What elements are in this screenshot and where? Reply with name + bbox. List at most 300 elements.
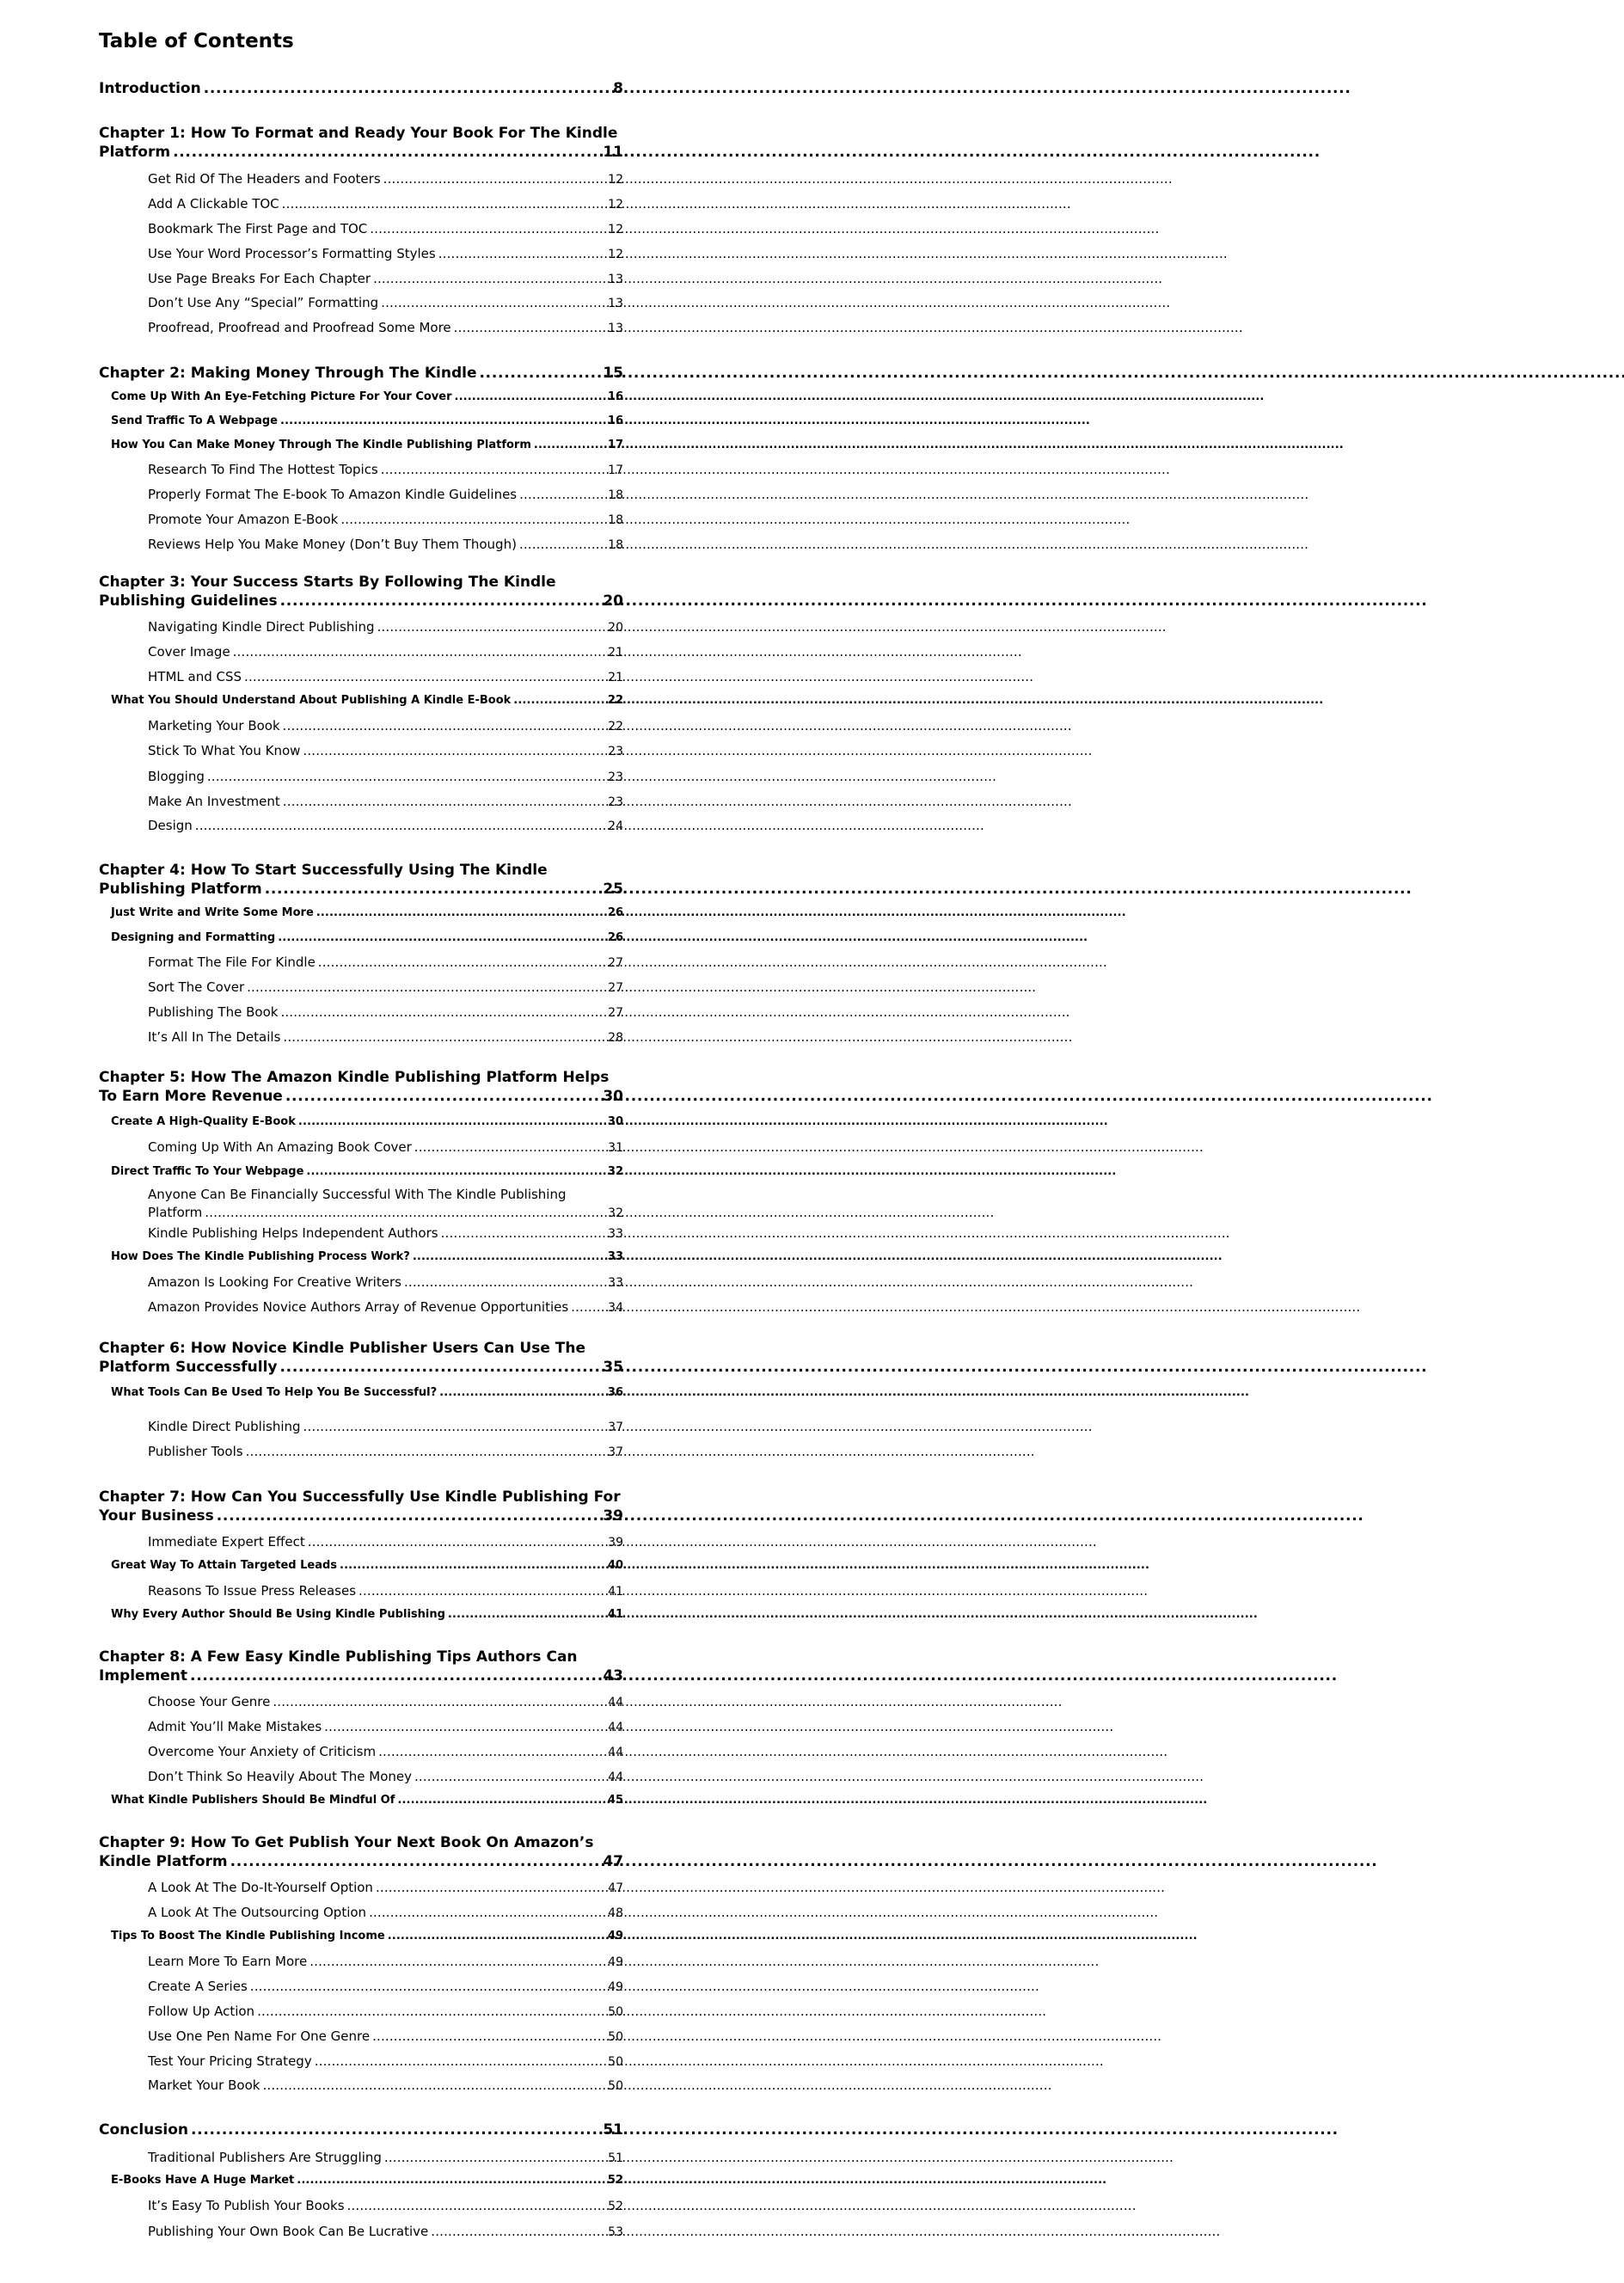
toc-page-number: 48 xyxy=(608,1906,623,1920)
toc-page-number: 49 xyxy=(608,1980,623,1994)
toc-entry-title: Use One Pen Name For One Genre xyxy=(148,2028,371,2044)
dot-leader xyxy=(305,1533,608,1551)
toc-chapter-entry xyxy=(99,364,623,383)
toc-subsection-entry xyxy=(148,1003,623,1022)
toc-entry-title: Overcome Your Anxiety of Criticism xyxy=(148,1744,377,1759)
dot-leader xyxy=(410,1249,608,1265)
toc-entry-title: Cover Image xyxy=(148,644,230,660)
toc-page-number: 49 xyxy=(608,1955,623,1969)
toc-subsection-entry xyxy=(148,742,623,761)
toc-section-entry xyxy=(111,1607,623,1623)
dot-leader xyxy=(294,2173,608,2188)
toc-entry-title: Implement xyxy=(99,1667,188,1685)
toc-page-number: 26 xyxy=(607,931,623,944)
toc-section-entry xyxy=(111,390,623,405)
toc-subsection-entry xyxy=(148,2223,623,2242)
dot-leader xyxy=(337,1558,608,1574)
toc-entry-title: Navigating Kindle Direct Publishing xyxy=(148,619,375,635)
toc-page-number: 41 xyxy=(607,1608,623,1621)
toc-subsection-entry xyxy=(148,1138,623,1157)
toc-entry-title: Add A Clickable TOC xyxy=(148,196,279,212)
toc-subsection-entry xyxy=(148,536,623,555)
toc-entry-title: Marketing Your Book xyxy=(148,718,280,733)
toc-entry-title: Learn More To Earn More xyxy=(148,1954,308,1969)
toc-page-number: 23 xyxy=(608,745,623,758)
toc-entry-title: Why Every Author Should Be Using Kindle Publishing xyxy=(111,1608,445,1621)
toc-entry-title: Great Way To Attain Targeted Leads xyxy=(111,1559,338,1572)
toc-entry-title: Use Your Word Processor’s Formatting Styles xyxy=(148,246,436,261)
toc-entry-title: Admit You’ll Make Mistakes xyxy=(148,1719,322,1734)
toc-entry-title: Promote Your Amazon E-Book xyxy=(148,512,339,527)
toc-entry-title: Designing and Formatting xyxy=(111,931,276,944)
toc-entry-title-line: Chapter 3: Your Success Starts By Following The Kindle xyxy=(99,574,556,591)
toc-chapter-entry xyxy=(99,124,623,162)
dot-leader xyxy=(230,643,609,661)
toc-page-number: 12 xyxy=(608,248,623,261)
toc-entry-title: Kindle Platform xyxy=(99,1853,228,1870)
toc-page-number: 47 xyxy=(603,1853,623,1870)
toc-entry-title: Create A Series xyxy=(148,1979,248,1994)
toc-entry-title: Reasons To Issue Press Releases xyxy=(148,1583,357,1599)
toc-entry-title: A Look At The Do-It-Yourself Option xyxy=(148,1880,373,1895)
dot-leader xyxy=(170,143,603,162)
toc-page-number: 21 xyxy=(608,646,623,660)
dot-leader xyxy=(412,1768,608,1786)
dot-leader xyxy=(375,618,609,636)
toc-page-number: 27 xyxy=(608,981,623,995)
toc-chapter-entry xyxy=(99,573,623,611)
toc-page-number: 17 xyxy=(607,439,623,451)
toc-entry-title: What You Should Understand About Publishing A Kindle E-Book xyxy=(111,694,512,707)
toc-entry-title: Design xyxy=(148,818,193,833)
toc-chapter-entry xyxy=(99,2120,623,2139)
toc-subsection-entry xyxy=(148,979,623,997)
toc-entry-title: Kindle Publishing Helps Independent Authors xyxy=(148,1225,438,1241)
dot-leader xyxy=(242,668,608,686)
dot-leader xyxy=(376,1743,608,1761)
toc-page-number: 25 xyxy=(603,881,623,898)
toc-entry-title: Don’t Use Any “Special” Formatting xyxy=(148,295,379,310)
toc-subsection-entry xyxy=(148,1743,623,1762)
dot-leader xyxy=(278,592,604,611)
toc-section-entry xyxy=(111,693,623,709)
toc-entry-title: Conclusion xyxy=(99,2121,188,2139)
toc-page-number: 12 xyxy=(608,173,623,187)
toc-section-entry xyxy=(111,2173,623,2188)
toc-page-number: 13 xyxy=(608,297,623,310)
toc-chapter-entry xyxy=(99,1833,623,1871)
toc-entry-title: Tips To Boost The Kindle Publishing Income xyxy=(111,1930,385,1942)
toc-page-number: 23 xyxy=(608,795,623,809)
dot-leader xyxy=(278,1003,608,1022)
toc-page-number: 24 xyxy=(608,819,623,833)
toc-entry-title: Your Business xyxy=(99,1507,214,1525)
dot-leader xyxy=(277,1358,603,1377)
toc-entry-title: Platform xyxy=(99,144,171,161)
toc-subsection-entry xyxy=(148,1879,623,1898)
toc-entry-title: What Kindle Publishers Should Be Mindful Of xyxy=(111,1794,395,1807)
toc-section-entry xyxy=(111,930,623,946)
toc-entry-title: Send Traffic To A Webpage xyxy=(111,414,279,427)
dot-leader xyxy=(517,536,608,554)
toc-entry-title: Amazon Is Looking For Creative Writers xyxy=(148,1274,401,1290)
toc-entry-title: Platform Successfully xyxy=(99,1359,278,1376)
toc-subsection-entry xyxy=(148,461,623,480)
toc-entry-title-line: Chapter 4: How To Start Successfully Using The Kindle xyxy=(99,862,548,879)
dot-leader xyxy=(366,1904,608,1922)
toc-section-entry xyxy=(111,1164,623,1180)
toc-page-number: 44 xyxy=(608,1721,623,1734)
toc-page-number: 15 xyxy=(603,365,623,382)
toc-page-number: 50 xyxy=(608,2030,623,2044)
toc-entry-title: Amazon Provides Novice Authors Array of Revenue Opportunities xyxy=(148,1299,569,1315)
toc-entry-title: Platform xyxy=(148,1205,203,1220)
dot-leader xyxy=(338,511,608,529)
toc-section-entry xyxy=(111,1558,623,1574)
dot-leader xyxy=(280,717,609,735)
toc-subsection-entry xyxy=(148,1028,623,1047)
toc-section-entry xyxy=(111,905,623,921)
dot-leader xyxy=(205,768,608,786)
dot-leader xyxy=(307,1953,608,1971)
toc-subsection-entry xyxy=(148,618,623,637)
dot-leader xyxy=(303,1164,607,1180)
dot-leader xyxy=(345,2197,609,2215)
toc-subsection-entry xyxy=(148,270,623,289)
toc-entry-title-line: Chapter 8: A Few Easy Kindle Publishing Tips Authors Can xyxy=(99,1648,578,1666)
toc-entry-title: HTML and CSS xyxy=(148,669,242,684)
dot-leader xyxy=(283,1087,604,1106)
toc-subsection-entry xyxy=(148,2149,623,2168)
toc-page-number: 40 xyxy=(607,1559,623,1572)
toc-subsection-entry xyxy=(148,954,623,973)
dot-leader xyxy=(371,270,608,288)
dot-leader xyxy=(378,461,608,479)
toc-subsection-entry xyxy=(148,1718,623,1737)
dot-leader xyxy=(401,1273,608,1292)
toc-page-number: 17 xyxy=(608,463,623,477)
toc-page-number: 33 xyxy=(608,1276,623,1290)
toc-subsection-entry xyxy=(148,1582,623,1601)
toc-subsection-entry xyxy=(148,195,623,214)
dot-leader xyxy=(193,817,608,835)
toc-subsection-entry xyxy=(148,2053,623,2071)
toc-section-entry xyxy=(111,438,623,453)
toc-page-number: 43 xyxy=(603,1667,623,1685)
toc-chapter-entry xyxy=(99,1648,623,1685)
toc-page-number: 23 xyxy=(608,770,623,784)
toc-page-number: 51 xyxy=(608,2151,623,2165)
dot-leader xyxy=(270,1693,608,1711)
dot-leader xyxy=(296,1114,608,1130)
toc-entry-title: Just Write and Write Some More xyxy=(111,906,314,919)
toc-page xyxy=(0,0,719,2283)
toc-page-number: 50 xyxy=(608,2005,623,2019)
toc-section-entry xyxy=(111,414,623,429)
dot-leader xyxy=(314,905,608,921)
toc-entry-title: Blogging xyxy=(148,769,205,784)
toc-entry-title: Create A High-Quality E-Book xyxy=(111,1115,296,1128)
toc-page-number: 37 xyxy=(608,1421,623,1434)
toc-entry-title-line: Chapter 5: How The Amazon Kindle Publishing Platform Helps xyxy=(99,1069,610,1086)
toc-subsection-entry xyxy=(148,717,623,736)
toc-entry-title: Properly Format The E-book To Amazon Kindle Guidelines xyxy=(148,487,518,502)
toc-page-number: 20 xyxy=(608,621,623,635)
toc-entry-title: Publishing Your Own Book Can Be Lucrative xyxy=(148,2224,429,2239)
toc-page-number: 31 xyxy=(608,1141,623,1155)
toc-page-number: 26 xyxy=(607,906,623,919)
toc-entry-title: Publishing The Book xyxy=(148,1004,279,1020)
dot-leader xyxy=(262,880,604,899)
toc-section-entry xyxy=(111,1249,623,1265)
dot-leader xyxy=(568,1298,608,1316)
toc-subsection-entry xyxy=(148,511,623,530)
toc-entry-title: Market Your Book xyxy=(148,2077,260,2093)
dot-leader xyxy=(188,2120,603,2139)
toc-subsection-entry xyxy=(148,170,623,189)
toc-page-number: 28 xyxy=(608,1031,623,1045)
dot-leader xyxy=(367,220,608,238)
toc-page-number: 12 xyxy=(608,198,623,212)
toc-subsection-entry xyxy=(148,2028,623,2047)
toc-page-number: 30 xyxy=(603,1088,623,1105)
toc-subsection-entry xyxy=(148,2003,623,2022)
toc-page-number: 52 xyxy=(608,2200,623,2213)
toc-page-number: 12 xyxy=(608,223,623,236)
dot-leader xyxy=(280,793,608,811)
dot-leader xyxy=(202,1204,608,1222)
toc-entry-title: Bookmark The First Page and TOC xyxy=(148,221,368,236)
toc-subsection-entry xyxy=(148,1904,623,1923)
toc-page-number: 18 xyxy=(608,538,623,552)
toc-entry-title: Use Page Breaks For Each Chapter xyxy=(148,271,371,286)
toc-entry-title: Kindle Direct Publishing xyxy=(148,1419,301,1434)
dot-leader xyxy=(385,1929,608,1944)
toc-subsection-entry xyxy=(148,1186,623,1223)
toc-subsection-entry xyxy=(148,1693,623,1712)
toc-page-number: 27 xyxy=(608,956,623,970)
toc-entry-title: Stick To What You Know xyxy=(148,743,301,758)
dot-leader xyxy=(437,1385,608,1401)
toc-page-number: 32 xyxy=(608,1206,623,1220)
dot-leader xyxy=(187,1666,603,1685)
toc-entry-title: Make An Investment xyxy=(148,794,280,809)
toc-page-number: 47 xyxy=(608,1881,623,1895)
dot-leader xyxy=(370,2028,608,2046)
dot-leader xyxy=(201,79,613,98)
toc-page-number: 50 xyxy=(608,2079,623,2093)
toc-entry-title: Get Rid Of The Headers and Footers xyxy=(148,171,381,187)
dot-leader xyxy=(382,2149,608,2167)
toc-title: Table of Contents xyxy=(99,30,294,52)
toc-entry-title: How You Can Make Money Through The Kindle Publishing Platform xyxy=(111,439,531,451)
dot-leader xyxy=(248,1978,608,1996)
dot-leader xyxy=(312,2053,608,2071)
toc-page-number: 33 xyxy=(607,1250,623,1263)
toc-entry-title: Coming Up With An Amazing Book Cover xyxy=(148,1139,412,1155)
toc-entry-title-line: Chapter 7: How Can You Successfully Use Kindle Publishing For xyxy=(99,1488,621,1506)
dot-leader xyxy=(244,979,608,997)
dot-leader xyxy=(280,1028,608,1046)
toc-entry-title: Reviews Help You Make Money (Don’t Buy Them Though) xyxy=(148,537,517,552)
toc-section-entry xyxy=(111,1385,623,1401)
toc-page-number: 8 xyxy=(613,80,623,97)
toc-entry-title: To Earn More Revenue xyxy=(99,1088,283,1105)
toc-page-number: 16 xyxy=(607,390,623,403)
dot-leader xyxy=(278,414,608,429)
toc-subsection-entry xyxy=(148,1298,623,1317)
toc-entry-title: It’s Easy To Publish Your Books xyxy=(148,2198,345,2213)
toc-page-number: 39 xyxy=(603,1507,623,1525)
toc-entry-title: What Tools Can Be Used To Help You Be Successful? xyxy=(111,1386,438,1399)
toc-subsection-entry xyxy=(148,1533,623,1552)
dot-leader xyxy=(428,2223,608,2241)
toc-page-number: 22 xyxy=(607,694,623,707)
toc-chapter-entry xyxy=(99,79,623,98)
toc-section-entry xyxy=(111,1114,623,1130)
toc-chapter-entry xyxy=(99,1339,623,1377)
toc-entry-title-line: Chapter 9: How To Get Publish Your Next Book On Amazon’s xyxy=(99,1834,594,1851)
toc-page-number: 52 xyxy=(607,2174,623,2187)
toc-page-number: 44 xyxy=(608,1696,623,1709)
dot-leader xyxy=(301,1418,609,1436)
toc-page-number: 37 xyxy=(608,1445,623,1459)
toc-subsection-entry xyxy=(148,1273,623,1292)
dot-leader xyxy=(511,693,608,709)
toc-subsection-entry xyxy=(148,1953,623,1972)
toc-entry-title: Format The File For Kindle xyxy=(148,954,316,970)
dot-leader xyxy=(452,390,608,405)
dot-leader xyxy=(356,1582,608,1600)
toc-entry-title: Direct Traffic To Your Webpage xyxy=(111,1165,304,1178)
toc-subsection-entry xyxy=(148,2077,623,2096)
toc-subsection-entry xyxy=(148,1443,623,1462)
toc-entry-title: Sort The Cover xyxy=(148,979,245,995)
toc-page-number: 30 xyxy=(607,1115,623,1128)
toc-subsection-entry xyxy=(148,245,623,264)
dot-leader xyxy=(214,1507,604,1525)
toc-chapter-entry xyxy=(99,1488,623,1525)
toc-entry-title: Come Up With An Eye-Fetching Picture For Your Cover xyxy=(111,390,452,403)
dot-leader xyxy=(381,170,609,188)
dot-leader xyxy=(445,1607,608,1623)
dot-leader xyxy=(451,319,609,337)
toc-page-number: 27 xyxy=(608,1006,623,1020)
dot-leader xyxy=(279,195,609,213)
toc-chapter-entry xyxy=(99,1068,623,1106)
dot-leader xyxy=(438,1224,609,1243)
toc-page-number: 18 xyxy=(608,488,623,502)
toc-chapter-entry xyxy=(99,861,623,899)
toc-subsection-entry xyxy=(148,294,623,313)
toc-entry-title: Chapter 2: Making Money Through The Kindle xyxy=(99,365,477,382)
toc-entry-title: Introduction xyxy=(99,80,201,97)
toc-entry-title: Choose Your Genre xyxy=(148,1694,271,1709)
toc-subsection-entry xyxy=(148,319,623,338)
toc-page-number: 32 xyxy=(607,1165,623,1178)
dot-leader xyxy=(254,2003,608,2021)
dot-leader xyxy=(275,930,608,946)
toc-page-number: 36 xyxy=(607,1386,623,1399)
toc-page-number: 49 xyxy=(607,1930,623,1942)
toc-page-number: 50 xyxy=(608,2055,623,2069)
toc-section-entry xyxy=(111,1929,623,1944)
toc-page-number: 34 xyxy=(608,1301,623,1315)
toc-entry-title: It’s All In The Details xyxy=(148,1029,281,1045)
toc-entry-title: How Does The Kindle Publishing Process Work? xyxy=(111,1250,410,1263)
toc-page-number: 39 xyxy=(608,1536,623,1550)
toc-entry-title: E-Books Have A Huge Market xyxy=(111,2174,295,2187)
toc-subsection-entry xyxy=(148,2197,623,2216)
dot-leader xyxy=(373,1879,608,1897)
toc-page-number: 22 xyxy=(608,720,623,733)
dot-leader xyxy=(436,245,608,263)
toc-page-number: 53 xyxy=(608,2225,623,2239)
dot-leader xyxy=(517,486,608,504)
toc-subsection-entry xyxy=(148,1978,623,1997)
toc-subsection-entry xyxy=(148,1224,623,1243)
toc-subsection-entry xyxy=(148,668,623,687)
toc-page-number: 16 xyxy=(607,414,623,427)
toc-entry-title: Immediate Expert Effect xyxy=(148,1534,305,1550)
toc-subsection-entry xyxy=(148,817,623,836)
toc-subsection-entry xyxy=(148,220,623,239)
toc-subsection-entry xyxy=(148,768,623,787)
toc-entry-title: Research To Find The Hottest Topics xyxy=(148,462,378,477)
toc-page-number: 11 xyxy=(603,144,623,161)
toc-page-number: 18 xyxy=(608,513,623,527)
dot-leader xyxy=(395,1793,608,1808)
toc-page-number: 20 xyxy=(603,592,623,610)
toc-page-number: 44 xyxy=(608,1746,623,1759)
dot-leader xyxy=(477,364,604,383)
toc-entry-title: Publishing Platform xyxy=(99,881,262,898)
toc-page-number: 35 xyxy=(603,1359,623,1376)
toc-page-number: 13 xyxy=(608,273,623,286)
toc-page-number: 13 xyxy=(608,322,623,335)
dot-leader xyxy=(260,2077,608,2095)
toc-entry-title: A Look At The Outsourcing Option xyxy=(148,1905,367,1920)
toc-page-number: 44 xyxy=(608,1771,623,1784)
dot-leader xyxy=(300,742,608,760)
dot-leader xyxy=(322,1718,608,1736)
toc-page-number: 33 xyxy=(608,1227,623,1241)
toc-subsection-entry xyxy=(148,793,623,812)
toc-page-number: 41 xyxy=(608,1585,623,1599)
toc-entry-title: Don’t Think So Heavily About The Money xyxy=(148,1769,412,1784)
dot-leader xyxy=(228,1852,604,1871)
toc-subsection-entry xyxy=(148,486,623,505)
dot-leader xyxy=(378,294,608,312)
toc-page-number: 45 xyxy=(607,1794,623,1807)
toc-entry-title-line: Chapter 1: How To Format and Ready Your Book For The Kindle xyxy=(99,125,618,142)
dot-leader xyxy=(316,954,608,972)
toc-page-number: 51 xyxy=(603,2121,623,2139)
toc-entry-title: Publisher Tools xyxy=(148,1444,243,1459)
dot-leader xyxy=(412,1138,608,1157)
dot-leader xyxy=(243,1443,609,1461)
toc-entry-title: Traditional Publishers Are Struggling xyxy=(148,2150,382,2165)
dot-leader xyxy=(531,438,608,453)
toc-entry-title: Proofread, Proofread and Proofread Some More xyxy=(148,320,451,335)
toc-subsection-entry xyxy=(148,1768,623,1787)
toc-section-entry xyxy=(111,1793,623,1808)
toc-entry-title: Follow Up Action xyxy=(148,2004,255,2019)
toc-entry-title: Publishing Guidelines xyxy=(99,592,278,610)
toc-entry-title-line: Anyone Can Be Financially Successful With The Kindle Publishing xyxy=(148,1187,567,1202)
toc-page-number: 21 xyxy=(608,671,623,684)
toc-entry-title-line: Chapter 6: How Novice Kindle Publisher Users Can Use The xyxy=(99,1340,586,1357)
